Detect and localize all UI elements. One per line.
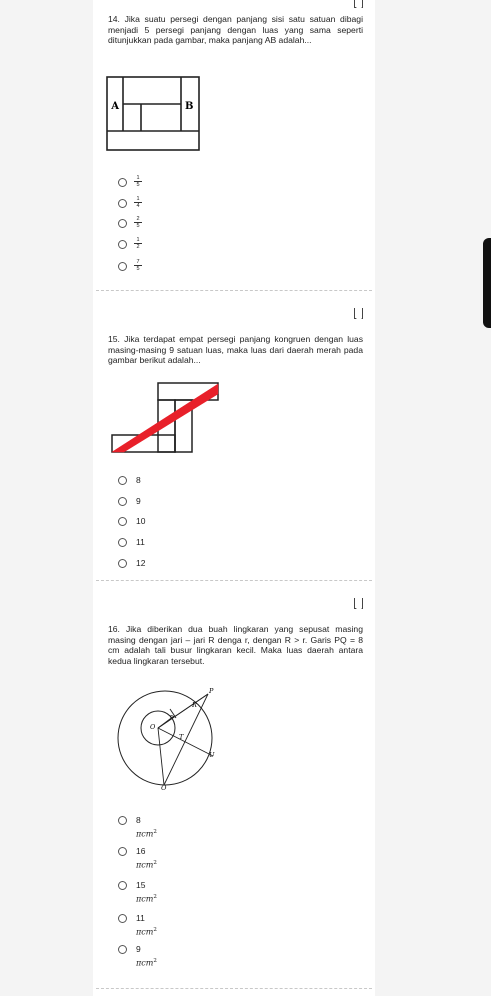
radio-button[interactable]: [118, 476, 127, 485]
question-divider: [96, 580, 372, 581]
question-15-figure: [110, 382, 220, 454]
option-unit: πcm$^2$: [136, 829, 157, 839]
option-label: 9: [136, 496, 141, 506]
option-unit: πcm$^2$: [136, 860, 157, 870]
radio-button[interactable]: [118, 945, 127, 954]
option-fraction: $\frac{1}{2}$: [134, 237, 142, 250]
question-15-text: 15. Jika terdapat empat persegi panjang kongruen dengan luas masing-masing 9 satuan luas, maka luas dari daerah merah pada gambar berikut adalah...: [108, 334, 363, 365]
label-p: P: [209, 687, 214, 695]
flag-icon[interactable]: [354, 308, 363, 319]
option-unit: πcm$^2$: [136, 927, 157, 937]
label-o: O: [150, 723, 156, 731]
question-divider: [96, 988, 372, 989]
option-unit: πcm$^2$: [136, 958, 157, 968]
option-unit: πcm$^2$: [136, 894, 157, 904]
radio-button[interactable]: [118, 847, 127, 856]
radio-button[interactable]: [118, 262, 127, 271]
option-label: 16: [136, 846, 146, 856]
radio-button[interactable]: [118, 178, 127, 187]
radio-button[interactable]: [118, 199, 127, 208]
option-label: 10: [136, 516, 146, 526]
scroll-indicator[interactable]: [483, 238, 491, 328]
question-16-figure: [110, 686, 222, 790]
label-a: A: [111, 101, 119, 112]
radio-button[interactable]: [118, 517, 127, 526]
option-label: 8: [136, 815, 141, 825]
option-label: 11: [136, 537, 145, 547]
option-fraction: $\frac{1}{4}$: [134, 196, 142, 209]
radio-button[interactable]: [118, 538, 127, 547]
radio-button[interactable]: [118, 559, 127, 568]
radio-button[interactable]: [118, 219, 127, 228]
flag-icon[interactable]: [354, 0, 363, 8]
option-label: 9: [136, 944, 141, 954]
label-u: U: [209, 751, 215, 759]
option-label: 8: [136, 475, 141, 485]
option-fraction: $\frac{1}{5}$: [134, 175, 142, 188]
option-fraction: $\frac{7}{5}$: [134, 259, 142, 272]
label-r-small: r: [170, 714, 173, 720]
label-q: Q: [161, 784, 167, 790]
radio-button[interactable]: [118, 881, 127, 890]
option-fraction: $\frac{2}{5}$: [134, 216, 142, 229]
radio-button[interactable]: [118, 240, 127, 249]
radio-button[interactable]: [118, 914, 127, 923]
question-16-text: 16. Jika diberikan dua buah lingkaran yang sepusat masing masing dengan jari – jari R denga r, dengan R > r. Garis PQ = 8 cm adalah tali busur lingkaran kecil. Maka luas daerah antara kedua lingkaran tersebut.: [108, 624, 363, 666]
option-label: 12: [136, 558, 146, 568]
radio-button[interactable]: [118, 816, 127, 825]
option-label: 15: [136, 880, 146, 890]
question-14-figure: [106, 76, 201, 152]
label-r-big: R: [192, 701, 197, 709]
question-14-text: 14. Jika suatu persegi dengan panjang sisi satu satuan dibagi menjadi 5 persegi panjang dengan luas yang sama seperti ditunjukkan pada gambar, maka panjang AB adalah...: [108, 14, 363, 45]
question-divider: [96, 290, 372, 291]
radio-button[interactable]: [118, 497, 127, 506]
flag-icon[interactable]: [354, 598, 363, 609]
label-b: B: [185, 101, 194, 112]
label-t: T: [179, 733, 184, 741]
option-label: 11: [136, 913, 145, 923]
